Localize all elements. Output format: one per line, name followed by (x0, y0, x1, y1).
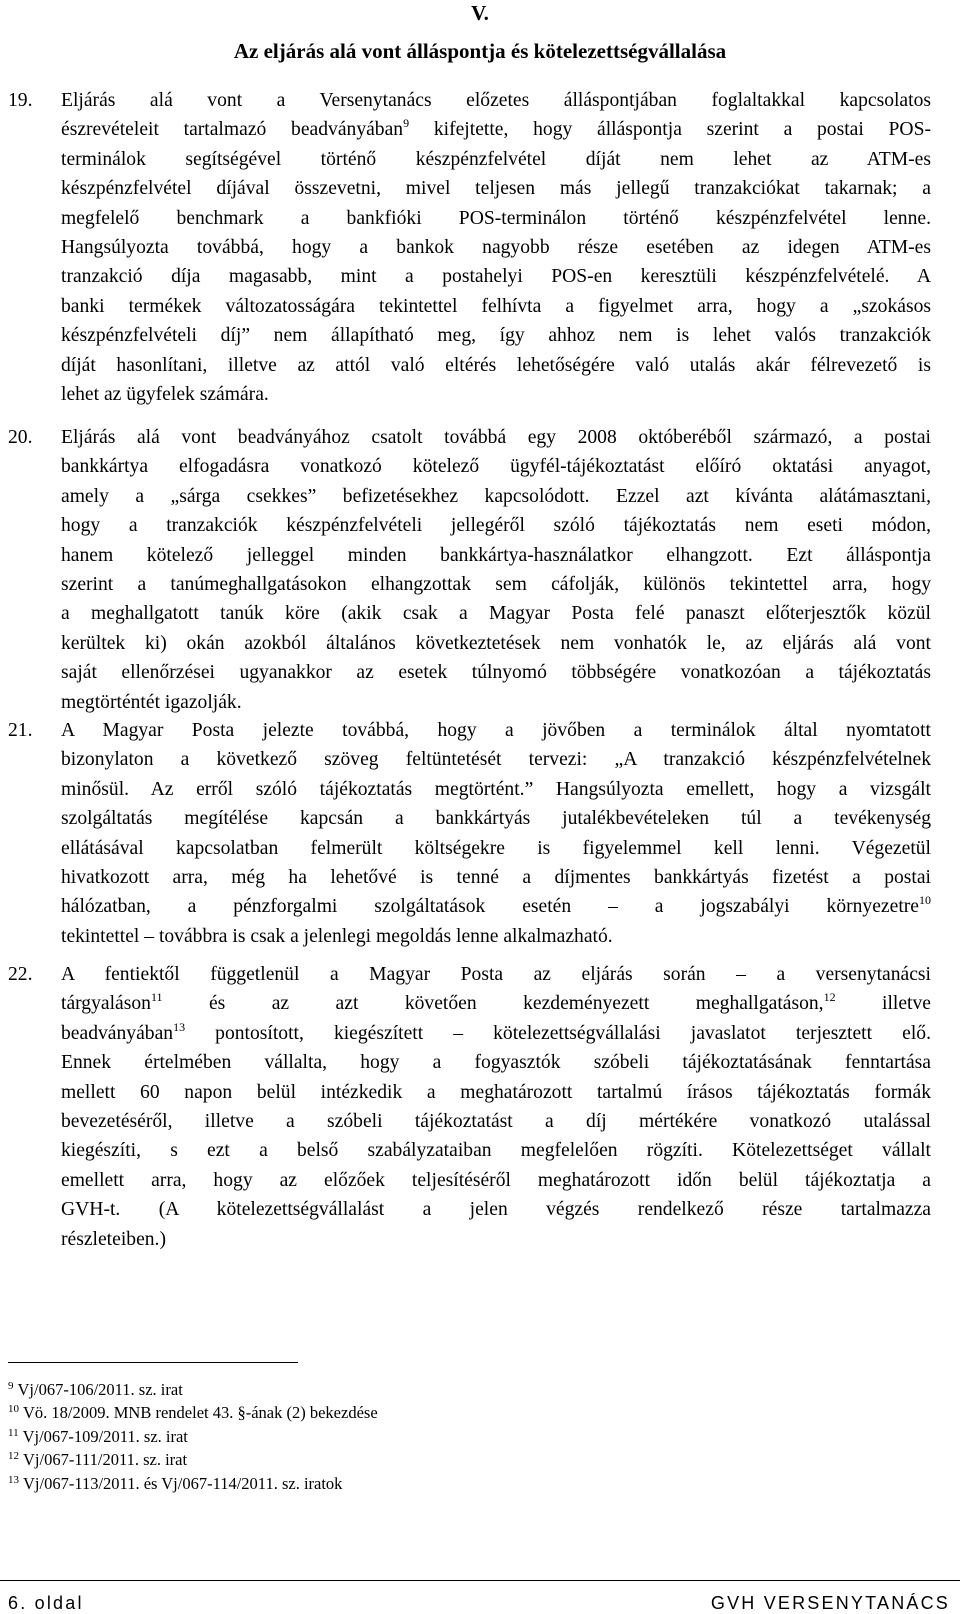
page-number: 6. oldal (8, 1593, 84, 1613)
footnote-item: $^{10}$ Vö. 18/2009. MNB rendelet 43. §-ának (2) bekezdése (8, 1403, 378, 1423)
text-line: GVH-t. (A kötelezettségvállalást a jelen végzés rendelkező része tartalmazza (61, 1199, 931, 1221)
organization-name: GVH VERSENYTANÁCS (710, 1593, 950, 1613)
footnote-ref[interactable]: 11 (150, 990, 163, 1005)
text-line: megtörténtét igazolják. (61, 691, 242, 713)
footnote-item: $^{11}$ Vj/067-109/2011. sz. irat (8, 1426, 188, 1446)
paragraph-number: 20. (8, 427, 33, 448)
footnotes (8, 1378, 378, 1495)
text-line: tárgyaláson$^{11}$ és az azt követően kezdeményezett meghallgatáson,$^{12}$ illetve (61, 990, 931, 1015)
text-line: Ennek értelmében vállalta, hogy a fogyasztók szóbeli tájékoztatásának fenntartása (61, 1052, 931, 1074)
paragraph-body (61, 716, 931, 951)
page-header (0, 0, 960, 64)
text-line: bizonylaton a következő szöveg feltüntetését tervezi: „A tranzakció készpénzfelvételnek (61, 749, 931, 771)
footnote-ref[interactable]: 13 (173, 1019, 186, 1034)
text-line: hivatkozott arra, még ha lehetővé is tenné a díjmentes bankkártyás fizetést a postai (61, 866, 931, 888)
footnote-ref[interactable]: 10 (919, 893, 931, 908)
text-line: tekintettel – továbbra is csak a jelenlegi megoldás lenne alkalmazható. (61, 925, 613, 947)
text-line: beadványában$^{13}$ pontosított, kiegészített – kötelezettségvállalási javaslatot terjesztett elő. (61, 1019, 931, 1044)
paragraph-number: 22. (8, 964, 33, 985)
text-line: tranzakció díja magasabb, mint a postahelyi POS-en keresztüli készpénzfelvételé. A (61, 266, 931, 288)
footnote-item: $^{13}$ Vj/067-113/2011. és Vj/067-114/2011. sz. iratok (8, 1473, 343, 1493)
page-footer (0, 1580, 960, 1614)
text-line: észrevételeit tartalmazó beadványában$^9$ kifejtette, hogy álláspontja szerint a postai POS- (61, 116, 931, 141)
footnote-item: $^{12}$ Vj/067-111/2011. sz. irat (8, 1450, 188, 1470)
footnote-ref[interactable]: 9 (403, 116, 410, 131)
text-line: A Magyar Posta jelezte továbbá, hogy a jövőben a terminálok által nyomtatott (61, 720, 931, 741)
text-line: hogy a tranzakciók készpénzfelvételi jellegéről szóló tájékoztatás nem eseti módon, (61, 515, 931, 537)
text-line: banki termékek változatosságára tekintettel felhívta a figyelmet arra, hogy a „szokásos (61, 295, 931, 317)
text-line: Eljárás alá vont beadványához csatolt továbbá egy 2008 októberéből származó, a postai (61, 427, 931, 448)
text-line: készpénzfelvételi díj” nem állapítható meg, így ahhoz nem is lehet valós tranzakciók (61, 325, 931, 347)
text-line: szerint a tanúmeghallgatásokon elhangzottak sem cáfolják, különös tekintettel arra, hogy (61, 573, 931, 595)
text-line: szolgáltatás megítélése kapcsán a bankkártyás jutalékbevételeken túl a tevékenység (61, 808, 931, 830)
text-line: bankkártya elfogadásra vonatkozó kötelező ügyfél-tájékoztatást előíró oktatási anyagot, (61, 456, 931, 478)
text-line: készpénzfelvétel díjával összevetni, mivel teljesen más jellegű tranzakciókat takarnak; a (61, 178, 931, 200)
text-line: mellett 60 napon belül intézkedik a meghatározott tartalmú írásos tájékoztatás formák (61, 1081, 931, 1103)
text-line: kiegészíti, s ezt a belső szabályzataiban megfelelően rögzíti. Kötelezettséget vállalt (61, 1140, 931, 1162)
text-line: ellátásával kapcsolatban felmerült költségekre is figyelemmel kell lenni. Végezetül (61, 837, 931, 859)
paragraph-number: 19. (8, 90, 33, 111)
text-line: részleteiben.) (61, 1228, 166, 1250)
text-line: Hangsúlyozta továbbá, hogy a bankok nagyobb része esetében az idegen ATM-es (61, 236, 931, 258)
section-number: V. (471, 1, 489, 25)
text-line: amely a „sárga csekkes” befizetésekhez kapcsolódott. Ezzel azt kívánta alátámasztani, (61, 485, 931, 507)
text-line: Eljárás alá vont a Versenytanács előzetes álláspontjában foglaltakkal kapcsolatos (61, 90, 931, 111)
text-line: bevezetéséről, illetve a szóbeli tájékoztatást a díj mértékére vonatkozó utalással (61, 1110, 931, 1132)
paragraph-body (61, 960, 931, 1254)
text-line: A fentiektől függetlenül a Magyar Posta az eljárás során – a versenytanácsi (61, 964, 931, 985)
text-line: kerültek ki) okán azokból általános következtetések nem vonhatók le, az eljárás alá vont (61, 632, 931, 654)
text-line: megfelelő benchmark a bankfióki POS-terminálon történő készpénzfelvétel lenne. (61, 207, 931, 229)
text-line: minősül. Az erről szóló tájékoztatás megtörtént.” Hangsúlyozta emellett, hogy a vizsgált (61, 778, 931, 800)
text-line: terminálok segítségével történő készpénzfelvétel díját nem lehet az ATM-es (61, 148, 931, 170)
footnote-divider (8, 1362, 298, 1363)
text-line: hanem kötelező jelleggel minden bankkártya-használatkor elhangzott. Ezt álláspontja (61, 544, 931, 566)
section-title: Az eljárás alá vont álláspontja és kötelezettségvállalása (233, 39, 727, 63)
paragraph-body (61, 86, 931, 409)
paragraph-body (61, 423, 931, 717)
footnote-item: $^9$ Vj/067-106/2011. sz. irat (8, 1380, 183, 1399)
paragraph-number: 21. (8, 720, 33, 741)
text-line: a meghallgatott tanúk köre (akik csak a Magyar Posta felé panaszt előterjesztők közül (61, 603, 931, 625)
text-line: saját ellenőrzései ugyanakkor az esetek túlnyomó többségére vonatkozóan a tájékoztatás (61, 662, 931, 684)
text-line: hálózatban, a pénzforgalmi szolgáltatások esetén – a jogszabályi környezetre$^{10}$ (61, 893, 931, 918)
text-line: lehet az ügyfelek számára. (61, 383, 269, 405)
text-line: díját hasonlítani, illetve az attól való eltérés lehetőségére való utalás akár félrevezető is (61, 354, 931, 376)
text-line: emellett arra, hogy az előzőek teljesítéséről meghatározott időn belül tájékoztatja a (61, 1169, 931, 1191)
footnote-ref[interactable]: 12 (823, 990, 836, 1005)
